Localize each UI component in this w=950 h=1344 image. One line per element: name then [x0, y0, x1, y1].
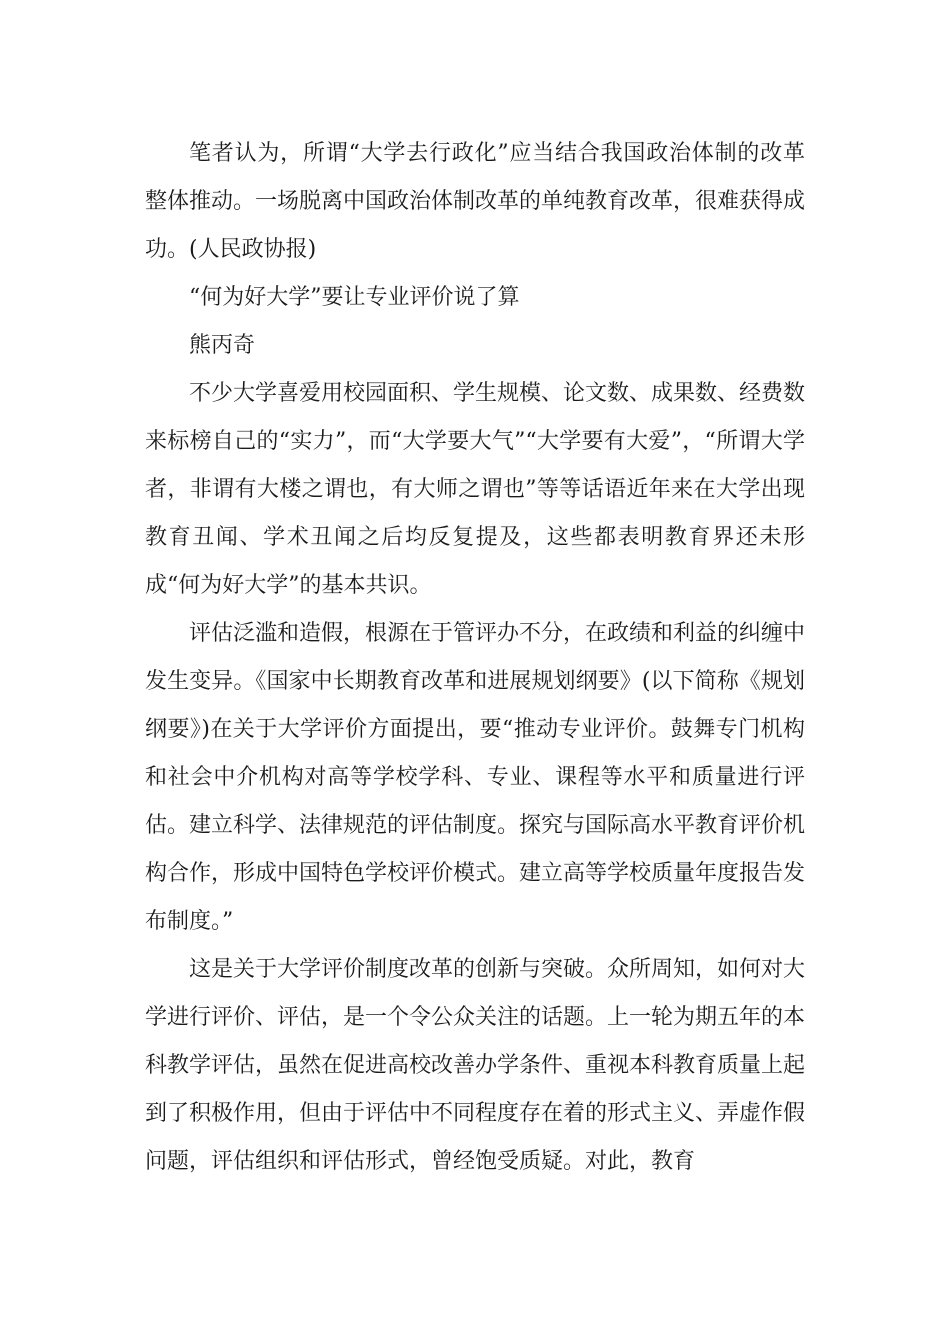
article-author: 熊丙奇 — [189, 333, 256, 358]
article-title: “何为好大学”要让专业评价说了算 — [189, 285, 520, 310]
paragraph-evaluation-fraud: 评估泛滥和造假，根源在于管评办不分，在政绩和利益的纠缠中发生变异。《国家中长期教育改革和进展规划纲要》(以下简称《规划纲要》)在关于大学评价方面提出，要“推动专业评价。鼓舞专门机构和社会中介机构对高等学校学科、专业、课程等水平和质量进行评估。建立科学、法律规范的评估制度。探究与国际高水平教育评价机构合作，形成中国特色学校评价模式。建立高等学校质量年度报告发布制度。” — [145, 621, 806, 934]
paragraph-intro-conclusion: 笔者认为，所谓“大学去行政化”应当结合我国政治体制的改革整体推动。一场脱离中国政治体制改革的单纯教育改革，很难获得成功。(人民政协报) — [145, 141, 806, 262]
paragraph-university-strength: 不少大学喜爱用校园面积、学生规模、论文数、成果数、经费数来标榜自己的“实力”，而“大学要大气”“大学要有大爱”，“所谓大学者，非谓有大楼之谓也，有大师之谓也”等等话语近年来在大学出现教育丑闻、学术丑闻之后均反复提及，这些都表明教育界还未形成“何为好大学”的基本共识。 — [145, 381, 806, 598]
document-body — [145, 130, 805, 1186]
paragraph-evaluation-reform: 这是关于大学评价制度改革的创新与突破。众所周知，如何对大学进行评价、评估，是一个令公众关注的话题。上一轮为期五年的本科教学评估，虽然在促进高校改善办学条件、重视本科教育质量上起到了积极作用，但由于评估中不同程度存在着的形式主义、弄虚作假问题，评估组织和评估形式，曾经饱受质疑。对此，教育 — [145, 957, 806, 1174]
